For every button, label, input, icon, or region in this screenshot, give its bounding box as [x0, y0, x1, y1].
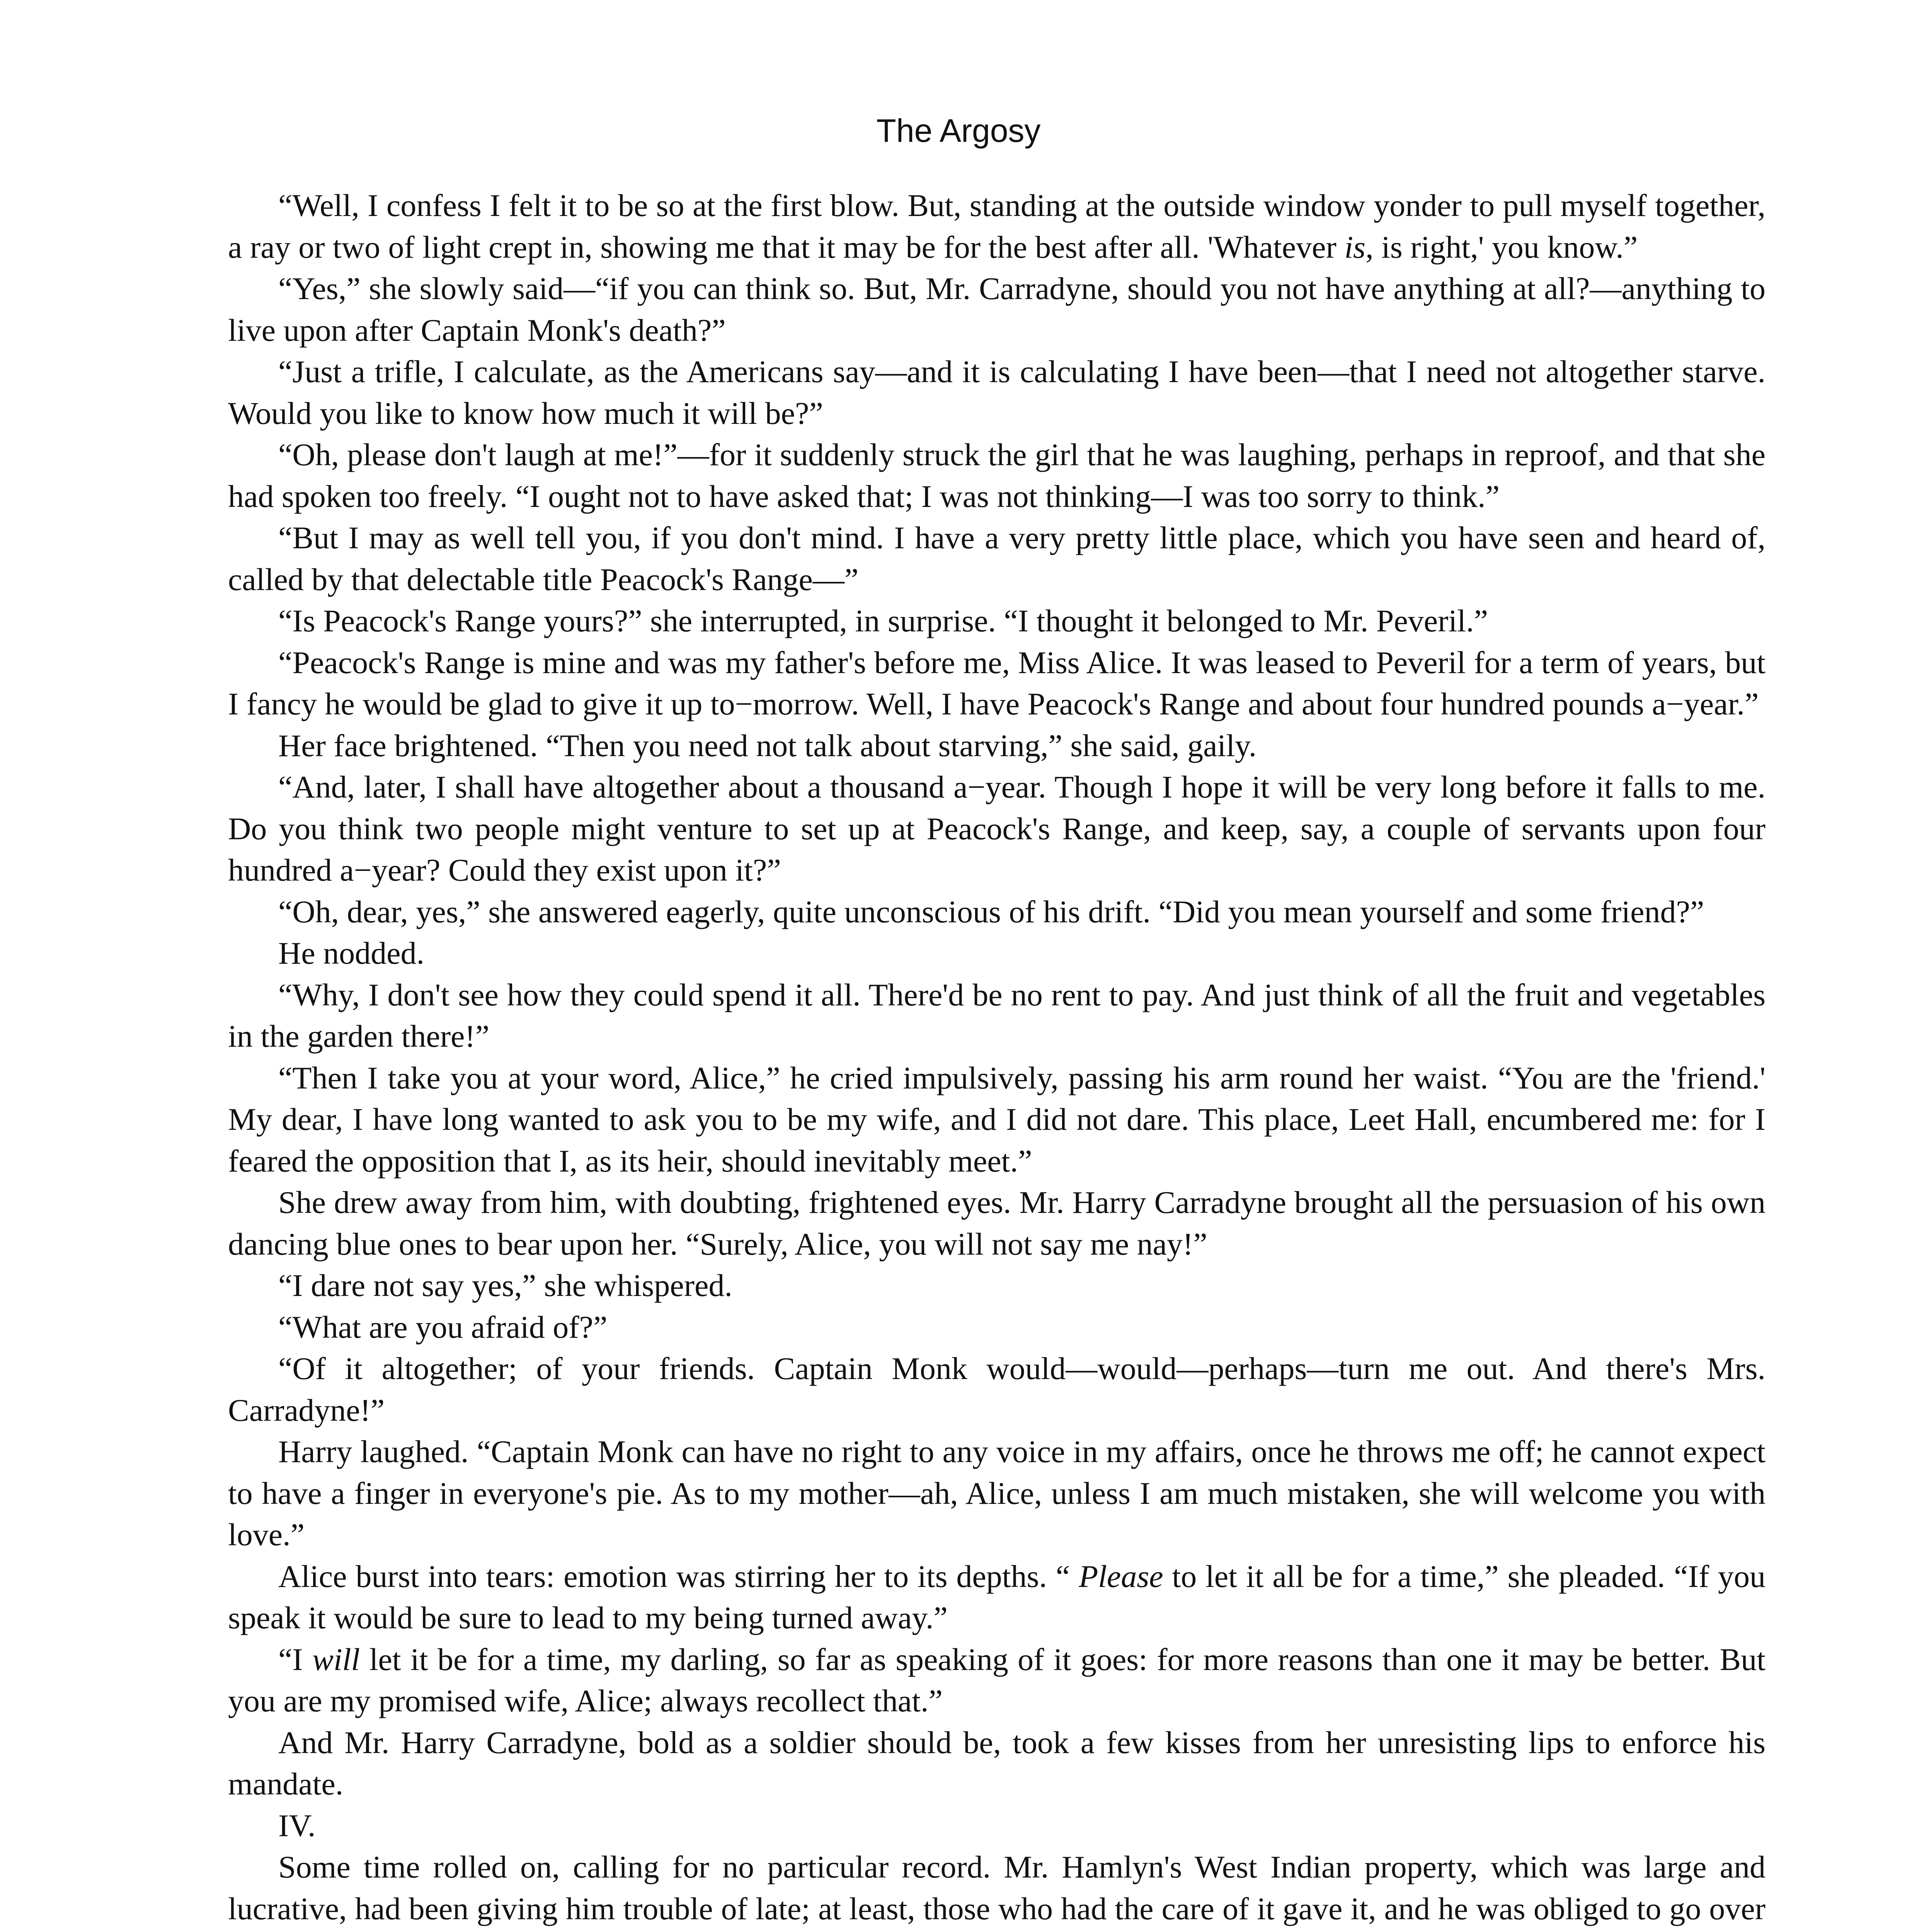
paragraph — [228, 1265, 1765, 1306]
text-run: “And, later, I shall have altogether about a thousand a−year. Though I hope it will be very long before it falls to me. Do you think two people might venture to set up at Peacock's Range, and keep, say, a couple of servants upon four hundred a−year? Could they exist upon it?” — [228, 769, 1765, 888]
text-run: to let it all be for a time,” she pleaded. “If you speak it would be sure to lead to my being turned away.” — [228, 1558, 1765, 1635]
text-run: “Then I take you at your word, Alice,” he cried impulsively, passing his arm round her waist. “You are the 'friend.' My dear, I have long wanted to ask you to be my wife, and I did not dare. This place, Leet Hall, encumbered me: for I feared the opposition that I, as its heir, should inevitably meet.” — [228, 1060, 1765, 1179]
text-run: “Yes,” she slowly said—“if you can think so. But, Mr. Carradyne, should you not have anything at all?—anything to live upon after Captain Monk's death?” — [228, 271, 1765, 348]
text-run: “But I may as well tell you, if you don't mind. I have a very pretty little place, which you have seen and heard of, called by that delectable title Peacock's Range—” — [228, 520, 1765, 597]
text-run: , is right,' you know.” — [1365, 229, 1638, 265]
text-run: “Oh, dear, yes,” she answered eagerly, quite unconscious of his drift. “Did you mean yourself and some friend?” — [278, 894, 1704, 929]
paragraph — [228, 1556, 1765, 1639]
body-text — [228, 185, 1765, 1932]
text-run: “Why, I don't see how they could spend it all. There'd be no rent to pay. And just think of all the fruit and vegetables in the garden there!” — [228, 977, 1765, 1054]
paragraph — [228, 1846, 1765, 1932]
text-run: Her face brightened. “Then you need not talk about starving,” she said, gaily. — [278, 728, 1257, 763]
text-run: “Of it altogether; of your friends. Captain Monk would—would—perhaps—turn me out. And there's Mrs. Carradyne!” — [228, 1351, 1765, 1428]
paragraph — [228, 1348, 1765, 1431]
text-run: Alice burst into tears: emotion was stirring her to its depths. “ — [278, 1558, 1079, 1594]
italic-text: is — [1344, 229, 1366, 265]
paragraph — [228, 1182, 1765, 1265]
paragraph — [228, 185, 1765, 268]
paragraph — [228, 1431, 1765, 1556]
text-run: “Is Peacock's Range yours?” she interrupted, in surprise. “I thought it belonged to Mr. Peveril.” — [278, 603, 1488, 638]
paragraph — [228, 725, 1765, 767]
paragraph — [228, 517, 1765, 600]
text-run: He nodded. — [278, 935, 425, 971]
paragraph — [228, 1306, 1765, 1348]
text-run: And Mr. Harry Carradyne, bold as a soldier should be, took a few kisses from her unresisting lips to enforce his mandate. — [228, 1725, 1765, 1801]
paragraph — [228, 642, 1765, 725]
text-run: “I — [278, 1641, 313, 1677]
text-run: let it be for a time, my darling, so far as speaking of it goes: for more reasons than one it may be better. But you are my promised wife, Alice; always recollect that.” — [228, 1641, 1766, 1718]
paragraph — [228, 434, 1765, 517]
paragraph — [228, 891, 1765, 933]
italic-text: will — [312, 1641, 360, 1677]
text-run: “I dare not say yes,” she whispered. — [278, 1268, 732, 1303]
text-run: “Just a trifle, I calculate, as the Americans say—and it is calculating I have been—that I need not altogether starve. Would you like to know how much it will be?” — [228, 354, 1765, 431]
text-run: “What are you afraid of?” — [278, 1309, 608, 1345]
text-run: “Well, I confess I felt it to be so at the first blow. But, standing at the outside window yonder to pull myself together, a ray or two of light crept in, showing me that it may be for the best after all. 'Whatever — [228, 188, 1765, 265]
paragraph — [228, 600, 1765, 642]
text-run: She drew away from him, with doubting, frightened eyes. Mr. Harry Carradyne brought all the persuasion of his own dancing blue ones to bear upon her. “Surely, Alice, you will not say me nay!” — [228, 1185, 1765, 1262]
page-header-title: The Argosy — [876, 112, 1041, 149]
paragraph — [228, 1057, 1765, 1182]
italic-text: Please — [1079, 1558, 1163, 1594]
text-run: “Oh, please don't laugh at me!”—for it suddenly struck the girl that he was laughing, perhaps in reproof, and that she had spoken too freely. “I ought not to have asked that; I was not thinking—I was too sorry to think.” — [228, 437, 1765, 514]
paragraph — [228, 1805, 1765, 1847]
paragraph — [228, 932, 1765, 974]
text-run: Some time rolled on, calling for no particular record. Mr. Hamlyn's West Indian property, which was large and lucrative, had been giving him trouble of late; at least, those who had the care of it gave it, and he was obliged to go over — [228, 1849, 1765, 1926]
text-run: “Peacock's Range is mine and was my father's before me, Miss Alice. It was leased to Peveril for a term of years, but I fancy he would be glad to give it up to−morrow. Well, I have Peacock's Range and about four hundred pounds a−year.” — [228, 645, 1765, 721]
text-run: Harry laughed. “Captain Monk can have no right to any voice in my affairs, once he throws me off; he cannot expect to have a finger in everyone's pie. As to my mother—ah, Alice, unless I am much mistaken, she will welcome you with love.” — [228, 1434, 1765, 1552]
paragraph — [228, 268, 1765, 351]
paragraph — [228, 766, 1765, 891]
paragraph — [228, 351, 1765, 434]
paragraph — [228, 1639, 1765, 1722]
paragraph — [228, 1722, 1765, 1805]
paragraph — [228, 974, 1765, 1057]
text-run: IV. — [278, 1808, 316, 1843]
